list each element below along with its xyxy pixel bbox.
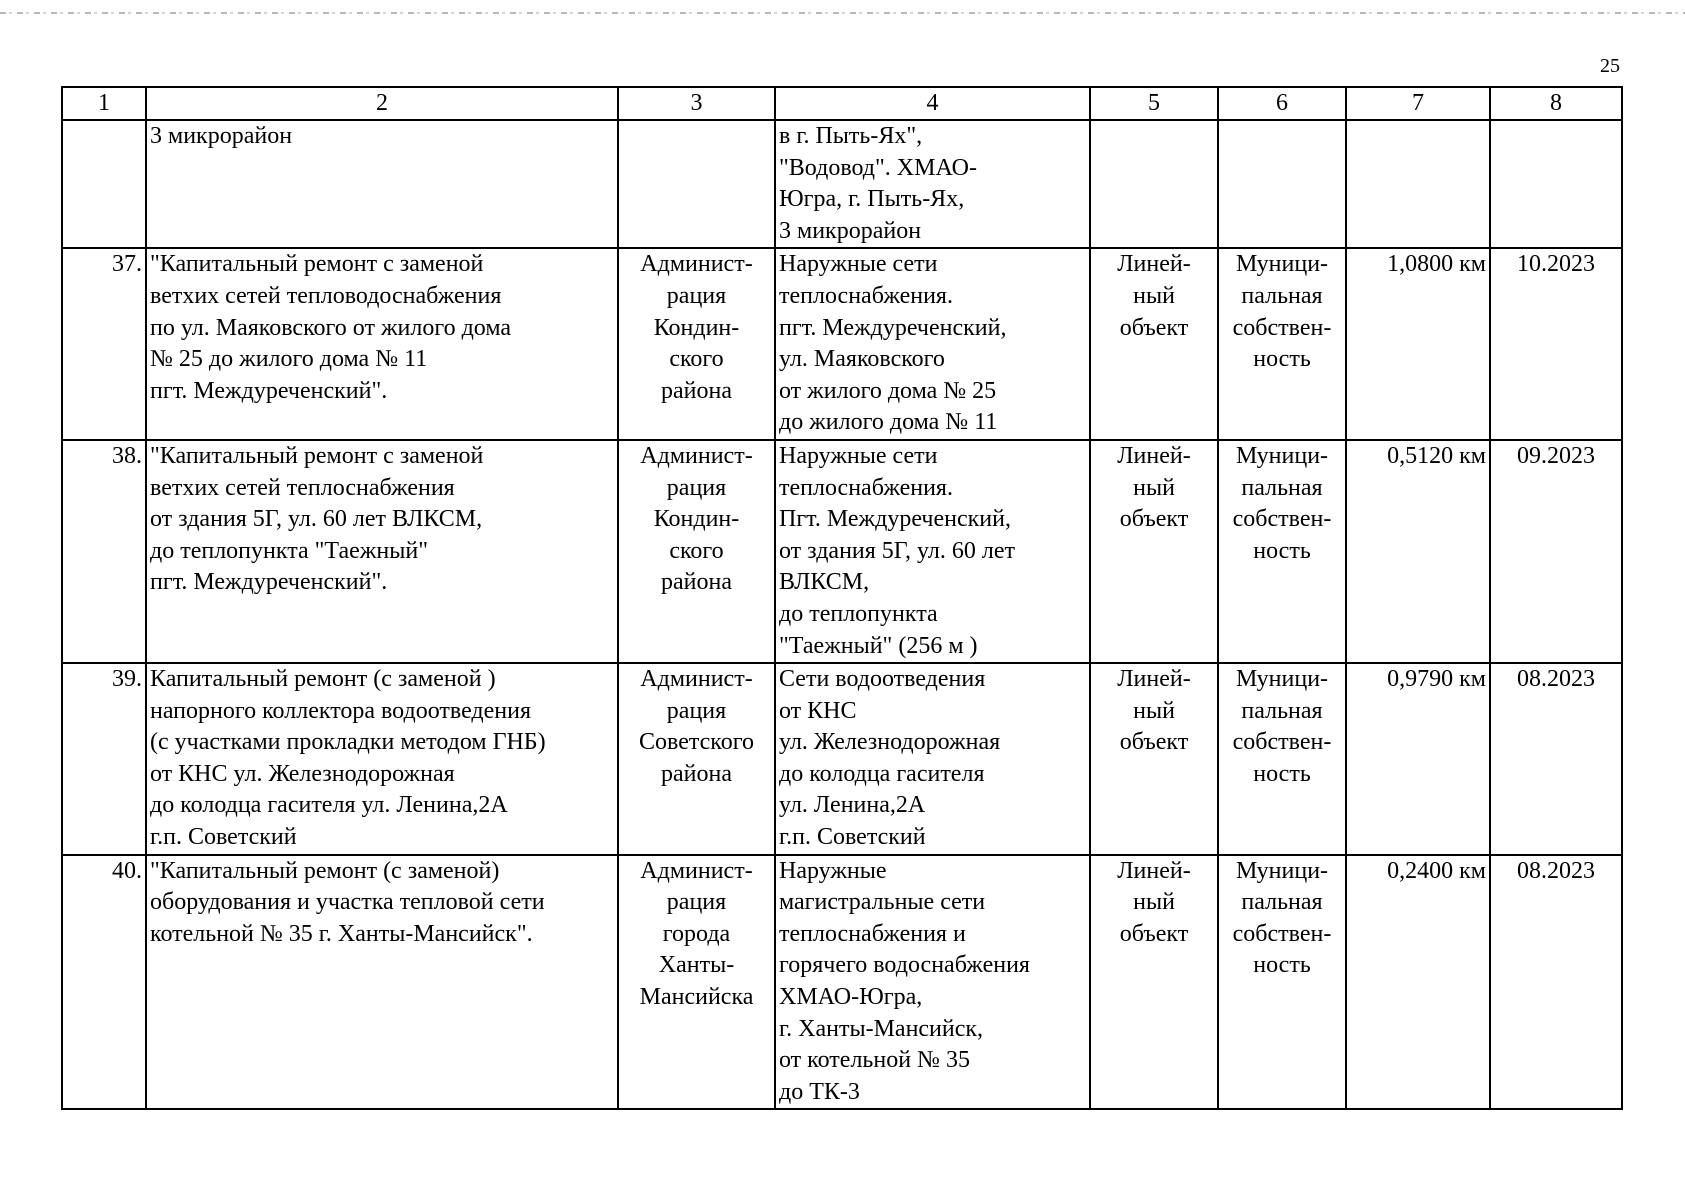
column-header-4: 4 [775,87,1090,120]
customer: Админист- рация Кондин- ского района [618,248,775,440]
length: 0,5120 км [1346,440,1490,663]
ownership: Муници- пальная собствен- ность [1218,440,1346,663]
deadline: 10.2023 [1490,248,1622,440]
object-description: Наружные сети теплоснабжения. пгт. Междуреченский, ул. Маяковского от жилого дома № 25 до жилого дома № 11 [775,248,1090,440]
row-number: 40. [62,855,146,1110]
object-name: "Капитальный ремонт с заменой ветхих сетей теплоснабжения от здания 5Г, ул. 60 лет ВЛКСМ, до теплопункта "Таежный" пгт. Междуреченский". [146,440,618,663]
deadline: 08.2023 [1490,663,1622,855]
object-type: Линей- ный объект [1090,855,1218,1110]
row-number: 39. [62,663,146,855]
row-number: 37. [62,248,146,440]
deadline: 08.2023 [1490,855,1622,1110]
objects-table [61,86,1623,1110]
column-header-3: 3 [618,87,775,120]
table-row [62,855,1622,1110]
object-description: Наружные магистральные сети теплоснабжения и горячего водоснабжения ХМАО-Югра, г. Ханты-Мансийск, от котельной № 35 до ТК-3 [775,855,1090,1110]
object-description: Сети водоотведения от КНС ул. Железнодорожная до колодца гасителя ул. Ленина,2А г.п. Советский [775,663,1090,855]
column-header-6: 6 [1218,87,1346,120]
object-type: Линей- ный объект [1090,663,1218,855]
column-header-1: 1 [62,87,146,120]
table-row [62,663,1622,855]
header-row [62,87,1622,120]
table-row [62,440,1622,663]
column-header-5: 5 [1090,87,1218,120]
object-name: 3 микрорайон [146,120,618,248]
table-row [62,120,1622,248]
customer: Админист- рация города Ханты- Мансийска [618,855,775,1110]
column-header-8: 8 [1490,87,1622,120]
ownership: Муници- пальная собствен- ность [1218,663,1346,855]
object-name: "Капитальный ремонт (с заменой) оборудования и участка тепловой сети котельной № 35 г. Ханты-Мансийск". [146,855,618,1110]
column-header-7: 7 [1346,87,1490,120]
row-number: 38. [62,440,146,663]
customer [618,120,775,248]
page-number: 25 [1600,55,1620,77]
ownership [1218,120,1346,248]
customer: Админист- рация Кондин- ского района [618,440,775,663]
row-number [62,120,146,248]
object-type [1090,120,1218,248]
ownership: Муници- пальная собствен- ность [1218,248,1346,440]
object-name: Капитальный ремонт (с заменой ) напорного коллектора водоотведения (с участками прокладки методом ГНБ) от КНС ул. Железнодорожная до колодца гасителя ул. Ленина,2А г.п. Советский [146,663,618,855]
length: 0,2400 км [1346,855,1490,1110]
length: 0,9790 км [1346,663,1490,855]
ownership: Муници- пальная собствен- ность [1218,855,1346,1110]
scan-artifact-line [0,12,1685,14]
object-description: Наружные сети теплоснабжения. Пгт. Междуреченский, от здания 5Г, ул. 60 лет ВЛКСМ, до теплопункта "Таежный" (256 м ) [775,440,1090,663]
object-type: Линей- ный объект [1090,440,1218,663]
column-header-2: 2 [146,87,618,120]
length: 1,0800 км [1346,248,1490,440]
deadline [1490,120,1622,248]
object-name: "Капитальный ремонт с заменой ветхих сетей тепловодоснабжения по ул. Маяковского от жилого дома № 25 до жилого дома № 11 пгт. Междуреченский". [146,248,618,440]
object-description: в г. Пыть-Ях", "Водовод". ХМАО- Югра, г. Пыть-Ях, 3 микрорайон [775,120,1090,248]
deadline: 09.2023 [1490,440,1622,663]
object-type: Линей- ный объект [1090,248,1218,440]
table-row [62,248,1622,440]
customer: Админист- рация Советского района [618,663,775,855]
length [1346,120,1490,248]
